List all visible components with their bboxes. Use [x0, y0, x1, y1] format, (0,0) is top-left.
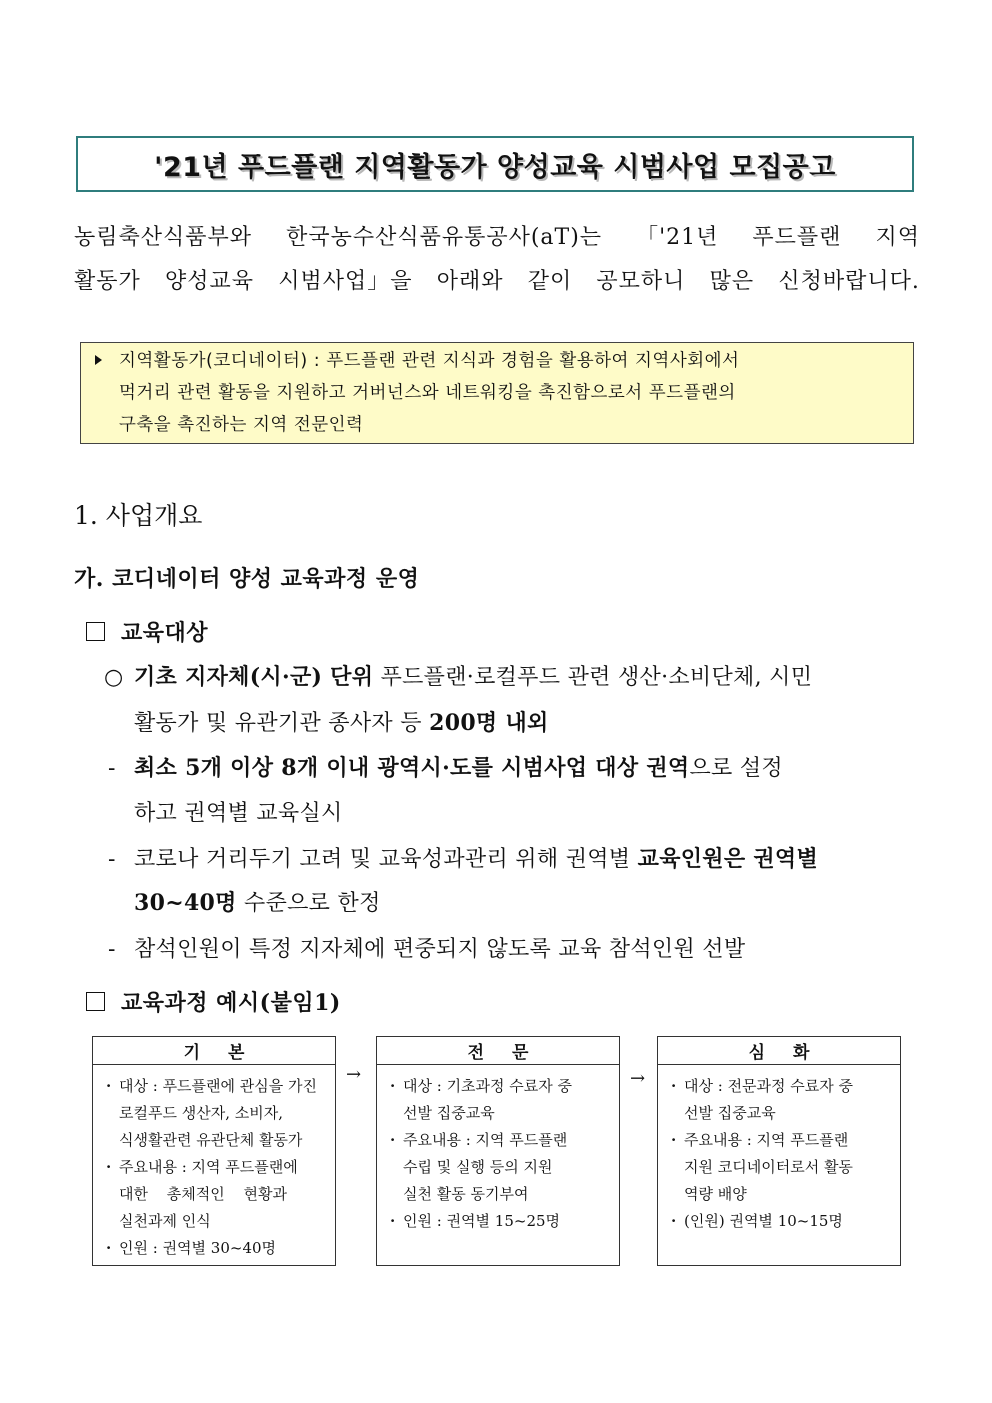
card-text: · 주요내용 : 지역 푸드플랜: [684, 1131, 849, 1149]
card-item: [670, 1208, 890, 1235]
definition-note-box: [80, 342, 914, 444]
card-text: 역량 배양: [684, 1185, 747, 1203]
dash-item-3: [108, 932, 745, 963]
card-body: [658, 1065, 900, 1241]
card-text: · 주요내용 : 지역 푸드플랜: [403, 1131, 568, 1149]
intro-word: 아래와: [436, 269, 504, 294]
intro-word: 활동가: [74, 269, 141, 294]
triangle-bullet-icon: [95, 355, 102, 365]
dash-bold-text: 교육인원은 권역별: [637, 846, 819, 872]
card-item: [670, 1073, 890, 1127]
dash-bold-text: 30~40명: [134, 890, 237, 916]
target-count: 200명 내외: [429, 710, 549, 736]
card-item: [670, 1127, 890, 1208]
card-head: 심화: [658, 1037, 900, 1065]
target-text: 활동가 및 유관기관 종사자 등: [134, 711, 422, 736]
card-text: · 인원 : 권역별 30~40명: [119, 1239, 277, 1257]
card-text: 선발 집중교육: [403, 1104, 495, 1122]
card-item: [105, 1154, 325, 1235]
intro-word: 공모하니: [596, 269, 686, 294]
sub-heading: 가. 코디네이터 양성 교육과정 운영: [74, 566, 420, 592]
dash-text: 코로나 거리두기 고려 및 교육성과관리 위해 권역별: [134, 847, 631, 872]
target-section-title: [86, 616, 208, 647]
intro-word: 같이: [527, 269, 573, 294]
target-bold-text: 기초 지자체(시·군) 단위: [134, 664, 374, 690]
card-text: 대한 총체적인 현황과: [119, 1185, 287, 1203]
target-bullet-line-2: [134, 706, 549, 737]
checkbox-square-icon: [86, 992, 105, 1011]
dash-bullet: -: [108, 937, 116, 962]
intro-word: 한국농수산식품유통공사(aT)는: [286, 225, 603, 250]
intro-word: 많은: [709, 269, 755, 294]
arrow-right-icon: →: [630, 1068, 646, 1089]
intro-word: 「'21년: [636, 225, 719, 250]
card-text: · (인원) 권역별 10~15명: [684, 1212, 843, 1230]
dash-item-1-line-2: 하고 권역별 교육실시: [134, 801, 343, 826]
course-card-advanced: [376, 1036, 620, 1266]
intro-word: 푸드플랜: [752, 225, 842, 250]
course-label: 교육과정 예시(붙임1): [121, 990, 341, 1016]
card-item: [389, 1127, 609, 1208]
card-item: [105, 1073, 325, 1154]
card-text: · 인원 : 권역별 15~25명: [403, 1212, 561, 1230]
intro-word: 지역: [875, 225, 920, 250]
card-text: · 주요내용 : 지역 푸드플랜에: [119, 1158, 298, 1176]
card-body: [93, 1065, 335, 1268]
intro-word: 양성교육: [164, 269, 254, 294]
intro-line-1: [74, 220, 920, 251]
card-item: [389, 1208, 609, 1235]
arrow-right-icon: →: [346, 1064, 362, 1085]
course-section-title: [86, 986, 341, 1017]
dash-item-2-line-2: [134, 886, 381, 917]
card-text: · 대상 : 전문과정 수료자 중: [684, 1077, 854, 1095]
card-text: 로컬푸드 생산자, 소비자,: [119, 1104, 283, 1122]
intro-word: 시범사업」을: [278, 269, 413, 294]
title-box: [76, 136, 914, 192]
card-head: 전문: [377, 1037, 619, 1065]
dash-bold-text: 최소 5개 이상 8개 이내 광역시·도를 시범사업 대상 권역: [134, 755, 690, 781]
target-bullet-line-1: [104, 660, 812, 691]
intro-word: 신청바랍니다.: [778, 269, 920, 294]
dash-text: 으로 설정: [689, 756, 783, 781]
card-text: 수립 및 실행 등의 지원: [403, 1158, 553, 1176]
dash-text: 수준으로 한정: [244, 891, 381, 916]
intro-line-2: [74, 264, 920, 295]
card-text: 지원 코디네이터로서 활동: [684, 1158, 853, 1176]
note-line: 먹거리 관련 활동을 지원하고 거버넌스와 네트워킹을 촉진함으로서 푸드플랜의: [119, 383, 736, 403]
card-item: [105, 1235, 325, 1262]
note-line: 지역활동가(코디네이터) : 푸드플랜 관련 지식과 경험을 활용하여 지역사회에서: [119, 351, 740, 371]
dash-bullet: -: [108, 756, 116, 781]
dash-bullet: -: [108, 847, 116, 872]
page-title: '21년 푸드플랜 지역활동가 양성교육 시범사업 모집공고: [154, 151, 836, 183]
dash-text: 참석인원이 특정 지자체에 편중되지 않도록 교육 참석인원 선발: [134, 937, 746, 962]
card-body: [377, 1065, 619, 1241]
card-text: 식생활관련 유관단체 활동가: [119, 1131, 303, 1149]
card-head: 기본: [93, 1037, 335, 1065]
course-card-basic: [92, 1036, 336, 1266]
dash-item-2: [108, 842, 818, 873]
intro-word: 농림축산식품부와: [74, 225, 253, 250]
card-text: 실천과제 인식: [119, 1212, 211, 1230]
section-heading: 1. 사업개요: [74, 501, 203, 530]
course-card-intensive: [657, 1036, 901, 1266]
circle-bullet-icon: ○: [104, 665, 124, 690]
card-item: [389, 1073, 609, 1127]
note-line: 구축을 촉진하는 지역 전문인력: [119, 415, 364, 435]
dash-item-1: [108, 751, 783, 782]
card-text: 선발 집중교육: [684, 1104, 776, 1122]
checkbox-square-icon: [86, 622, 105, 641]
card-text: · 대상 : 기초과정 수료자 중: [403, 1077, 573, 1095]
card-text: · 대상 : 푸드플랜에 관심을 가진: [119, 1077, 318, 1095]
card-text: 실천 활동 동기부여: [403, 1185, 529, 1203]
target-label: 교육대상: [121, 620, 209, 646]
target-text: 푸드플랜·로컬푸드 관련 생산·소비단체, 시민: [380, 665, 813, 690]
